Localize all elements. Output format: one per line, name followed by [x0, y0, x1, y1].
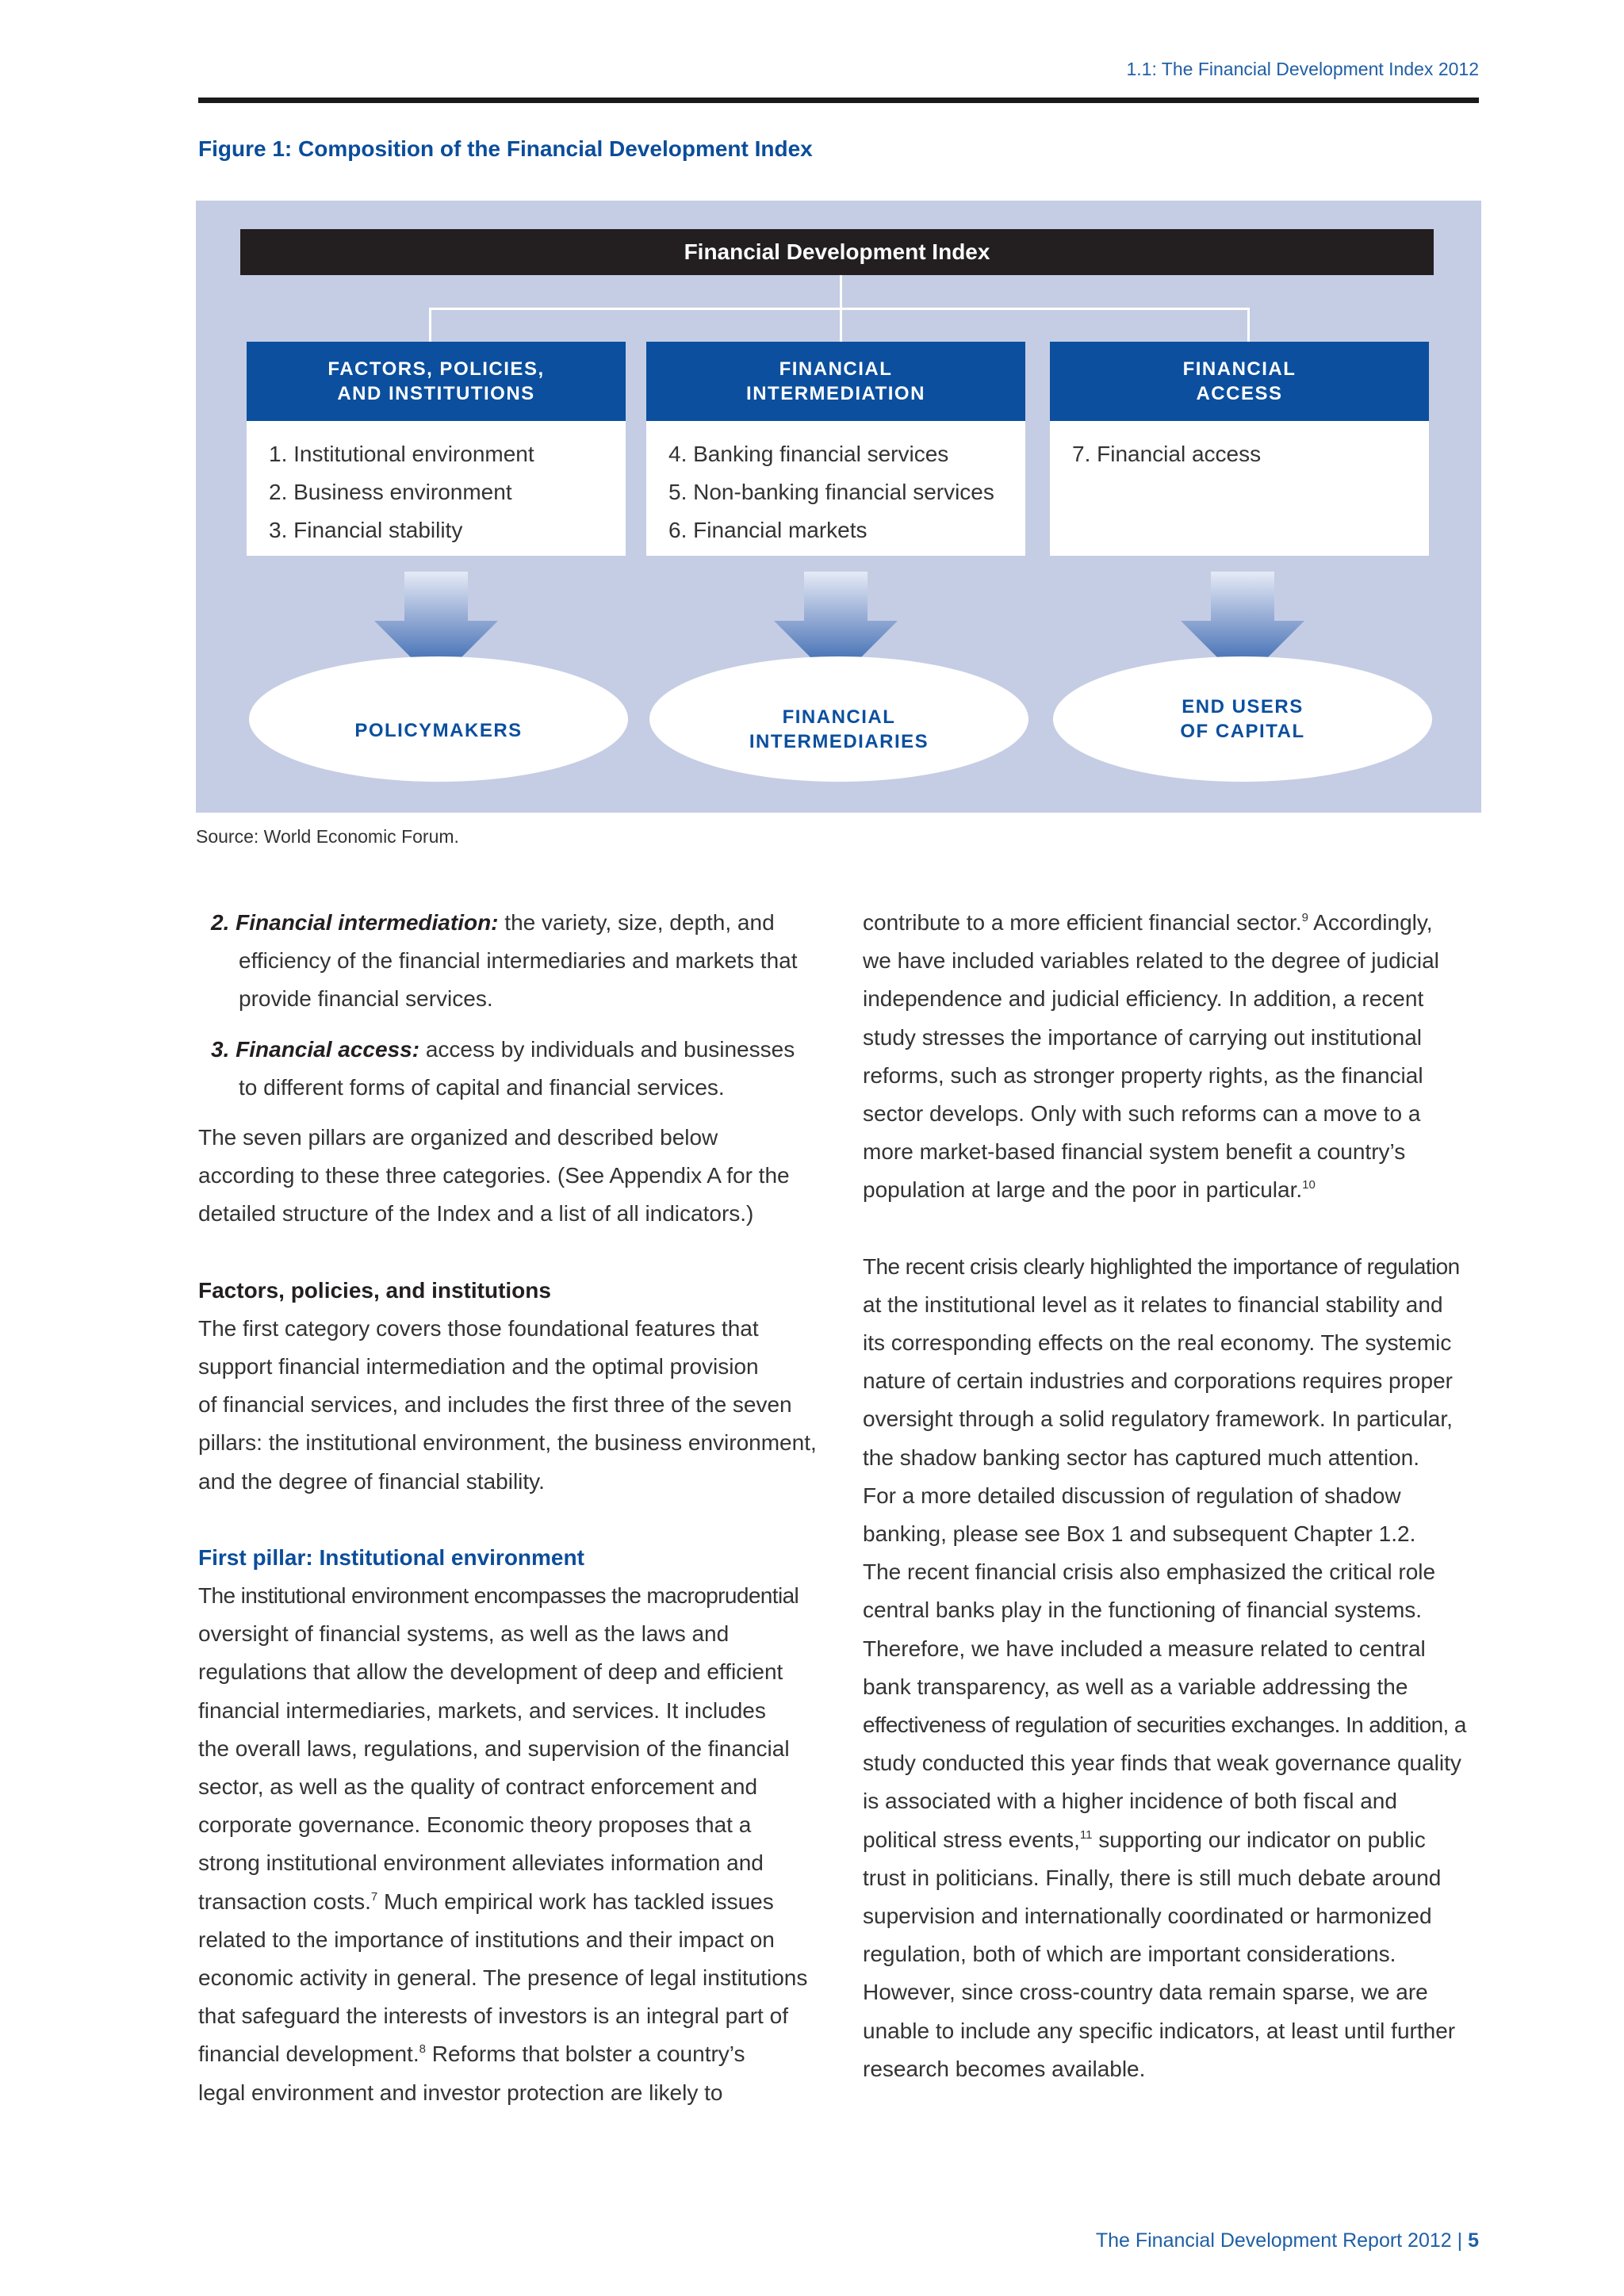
body-paragraph: The first category covers those foundational features that support financial intermediation and the optimal provision of financial services, and includes the first three of the seven pillars: the institutional environment, the business environment, and the degree of financial stability.	[198, 1315, 817, 1494]
figure-caption: Figure 1: Composition of the Financial Development Index	[198, 136, 813, 161]
beneficiary-intermediaries: FINANCIAL INTERMEDIARIES	[649, 656, 1028, 782]
pillar-item: 6. Financial markets	[668, 518, 868, 542]
connector-left	[429, 308, 431, 342]
pillar-heading: First pillar: Institutional environment	[198, 1544, 584, 1570]
right-column	[863, 904, 1489, 2088]
left-column	[198, 904, 817, 2112]
category-header: FINANCIAL INTERMEDIATION	[646, 342, 1025, 421]
footer-title: The Financial Development Report 2012	[1095, 2229, 1452, 2252]
pillar-list	[1050, 421, 1429, 473]
footnote-ref: 9	[1301, 911, 1308, 924]
footnote-ref: 8	[419, 2042, 426, 2057]
connector-right	[1247, 308, 1250, 342]
pillar-item: 4. Banking financial services	[668, 442, 949, 466]
pillar-item: 3. Financial stability	[269, 518, 463, 542]
footnote-ref: 10	[1302, 1178, 1316, 1192]
figure-source: Source: World Economic Forum.	[196, 826, 459, 847]
pillar-item: 5. Non-banking financial services	[668, 480, 994, 504]
category-box-access	[1050, 342, 1429, 556]
category-box-factors	[247, 342, 626, 556]
category-box-intermediation	[646, 342, 1025, 556]
fdi-title-bar: Financial Development Index	[240, 229, 1434, 275]
pillar-item: 2. Business environment	[269, 480, 512, 504]
footnote-ref: 11	[1079, 1827, 1093, 1842]
figure-diagram	[196, 201, 1481, 813]
pillar-item: 1. Institutional environment	[269, 442, 534, 466]
body-paragraph: The recent crisis clearly highlighted the importance of regulation at the institutional level as it relates to financial stability and its corresponding effects on the real economy. The systemic nature of certain industries and corporations requires proper oversight through a solid regulatory framework. In particular, the shadow banking sector has captured much attention. For a more detailed discussion of regulation of shadow banking, please see Box 1 and subsequent Chapter 1.2. The recent financial crisis also emphasized the critical role central banks play in the functioning of financial systems. Therefore, we have included a measure related to central bank transparency, as well as a variable addressing the effectiveness of regulation of securities exchanges. In addition, a study conducted this year finds that weak governance quality is associated with a higher incidence of both fiscal and political stress events,$^{11}$ supporting our indicator on public trust in politicians. Finally, there is still much debate around supervision and internationally coordinated or harmonized regulation, both of which are important considerations. However, since cross-country data remain sparse, we are unable to include any specific indicators, at least until further research becomes available.	[863, 1253, 1466, 2081]
category-header: FACTORS, POLICIES, AND INSTITUTIONS	[247, 342, 626, 421]
running-head: 1.1: The Financial Development Index 2012	[1126, 59, 1479, 79]
body-paragraph: contribute to a more efficient financial sector.$^9$ Accordingly, we have included variables related to the degree of judicial independence and judicial efficiency. In addition, a recent study stresses the importance of carrying out institutional reforms, such as stronger property rights, as the financial sector develops. Only with such reforms can a move to a more market-based financial system benefit a country’s population at large and the poor in particular.$^{10}$	[863, 910, 1439, 1203]
connector-horizontal	[429, 308, 1249, 310]
section-heading: Factors, policies, and institutions	[198, 1277, 551, 1303]
header-rule	[198, 98, 1479, 103]
pillar-item: 7. Financial access	[1072, 442, 1262, 466]
footnote-ref: 7	[370, 1889, 378, 1904]
category-header: FINANCIAL ACCESS	[1050, 342, 1429, 421]
body-paragraph: The institutional environment encompasses the macroprudential oversight of financial systems, as well as the laws and regulations that allow the development of deep and efficient financial intermediaries, markets, and services. It includes the overall laws, regulations, and supervision of the financial sector, as well as the quality of contract enforcement and corporate governance. Economic theory proposes that a strong institutional environment alleviates information and transaction costs.$^7$ Much empirical work has tackled issues related to the importance of institutions and their impact on economic activity in general. The presence of legal institutions that safeguard the interests of investors is an integral part of financial development.$^8$ Reforms that bolster a country’s legal environment and investor protection are likely to	[198, 1583, 808, 2105]
beneficiary-end-users: END USERS OF CAPITAL	[1053, 656, 1432, 782]
body-paragraph: The seven pillars are organized and described below according to these three categories. (See Appendix A for the detailed structure of the Index and a list of all indicators.)	[198, 1125, 790, 1226]
page-number: 5	[1468, 2229, 1479, 2252]
page-footer	[1096, 2229, 1479, 2252]
list-item: 3. Financial access: access by individuals and businesses to different forms of capital and financial services.	[211, 1036, 795, 1100]
pillar-list	[247, 421, 626, 549]
footer-separator: |	[1457, 2229, 1463, 2252]
list-item: 2. Financial intermediation: the variety, size, depth, and efficiency of the financial intermediaries and markets that provide financial services.	[211, 910, 798, 1012]
beneficiary-policymakers: POLICYMAKERS	[249, 656, 628, 782]
pillar-list	[646, 421, 1025, 549]
